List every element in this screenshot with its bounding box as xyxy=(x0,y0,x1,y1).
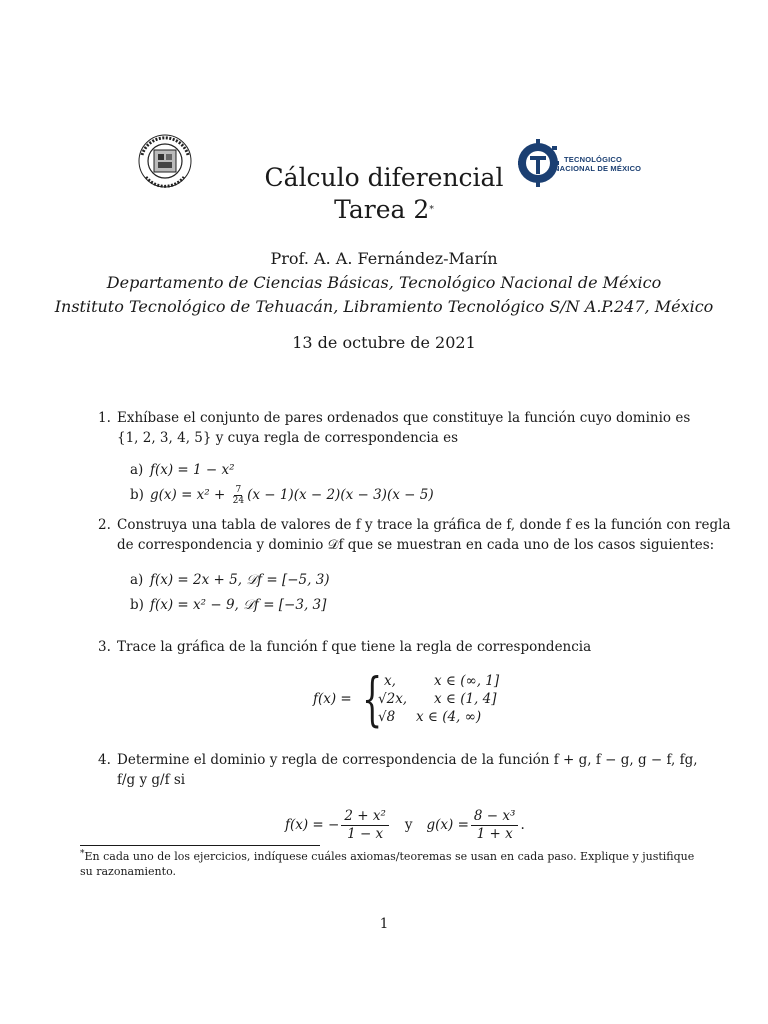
problem-3-case1-expression: x, xyxy=(384,673,396,689)
footnote-mark: * xyxy=(80,849,85,859)
problem-3-text: Trace la gráfica de la función f que tiene la regla de correspondencia xyxy=(117,639,592,655)
professor-name: Prof. A. A. Fernández-Marín xyxy=(270,249,498,268)
subtitle-footnote-mark: * xyxy=(429,205,434,215)
tecnm-logo-line2: NACIONAL DE MÉXICO xyxy=(554,164,642,173)
footnote-line2: su razonamiento. xyxy=(80,865,176,878)
problem-4-text-line1: Determine el dominio y regla de correspondencia de la función f + g, f − g, g − f, fg, xyxy=(117,752,698,768)
problem-3-case3-domain: x ∈ (4, ∞) xyxy=(416,709,482,725)
problem-2-b-expression: f(x) = x² − 9, 𝒟f = [−3, 3] xyxy=(150,597,327,613)
problem-2-a-expression: f(x) = 2x + 5, 𝒟f = [−5, 3) xyxy=(150,572,330,588)
problem-4-g-lhs: g(x) = xyxy=(426,817,469,833)
footnote-line1: *En cada uno de los ejercicios, indíquese cuáles axiomas/teoremas se usan en cada paso. Explique y justifique xyxy=(80,849,695,863)
problem-1-text-line2: {1, 2, 3, 4, 5} y cuya regla de correspondencia es xyxy=(117,430,459,446)
problem-4-g-fraction: $\frac{\text{8 − x³}}{1 + x}$ xyxy=(471,808,519,843)
problem-1-number: 1. xyxy=(98,410,111,426)
problem-1-domain-set: {1, 2, 3, 4, 5} xyxy=(117,430,212,446)
document-date: 13 de octubre de 2021 xyxy=(292,333,476,352)
problem-3-case2-expression: √2x, xyxy=(378,691,408,707)
problem-3-brace: { xyxy=(362,665,383,733)
footnote-rule xyxy=(80,845,320,846)
tecnm-logo-line1: TECNOLÓGICO xyxy=(564,155,623,164)
problem-4-text-line2: f/g y g/f si xyxy=(117,772,186,788)
problem-1-b-expression: g(x) = x² + $\frac{7}{24}$ (x − 1)(x − 2)(x − 3)(x − 5) xyxy=(150,485,434,506)
problem-1-text-line1: Exhíbase el conjunto de pares ordenados que constituye la función cuyo dominio es xyxy=(117,410,691,426)
document-title: Cálculo diferencial xyxy=(264,163,504,192)
problem-4-number: 4. xyxy=(98,752,111,768)
problem-2-text-line1: Construya una tabla de valores de f y trace la gráfica de f, donde f es la función con regla xyxy=(117,517,731,533)
problem-4-f-fraction: $\frac{\text{2 + x²}}{1 - x}$ xyxy=(341,808,389,843)
problem-1-a-expression: f(x) = 1 − x² xyxy=(150,462,235,478)
problem-4-connector: y xyxy=(404,817,413,833)
institute-line: Instituto Tecnológico de Tehuacán, Libramiento Tecnológico S/N A.P.247, México xyxy=(54,297,714,316)
problem-1-b-fraction: $\frac{7}{24}$ xyxy=(232,485,245,506)
problem-2-number: 2. xyxy=(98,517,111,533)
problem-2-b-label: b) xyxy=(130,597,144,613)
problem-1-a-label: a) xyxy=(130,462,144,478)
problem-3-case2-domain: x ∈ (1, 4] xyxy=(434,691,497,707)
page-number: 1 xyxy=(379,916,389,932)
problem-3-case1-domain: x ∈ (∞, 1] xyxy=(434,673,500,689)
document-subtitle: Tarea 2* xyxy=(334,195,434,224)
problem-3-number: 3. xyxy=(98,639,111,655)
problem-3-case3-expression: √8 xyxy=(378,709,396,725)
problem-3-function-lhs: f(x) = xyxy=(313,691,352,707)
problem-2-a-label: a) xyxy=(130,572,144,588)
problem-4-equations: f(x) = − $\frac{\text{2 + x²}}{1 - x}$ y g(x) = $\frac{\text{8 − x³}}{1 + x}$ . xyxy=(285,807,525,842)
problem-1-b-label: b) xyxy=(130,487,144,503)
problem-2-text-line2: de correspondencia y dominio 𝒟f que se muestran en cada uno de los casos siguientes: xyxy=(117,537,715,553)
department-line: Departamento de Ciencias Básicas, Tecnológico Nacional de México xyxy=(106,273,662,292)
problem-4-f-lhs: f(x) = − xyxy=(285,817,340,833)
